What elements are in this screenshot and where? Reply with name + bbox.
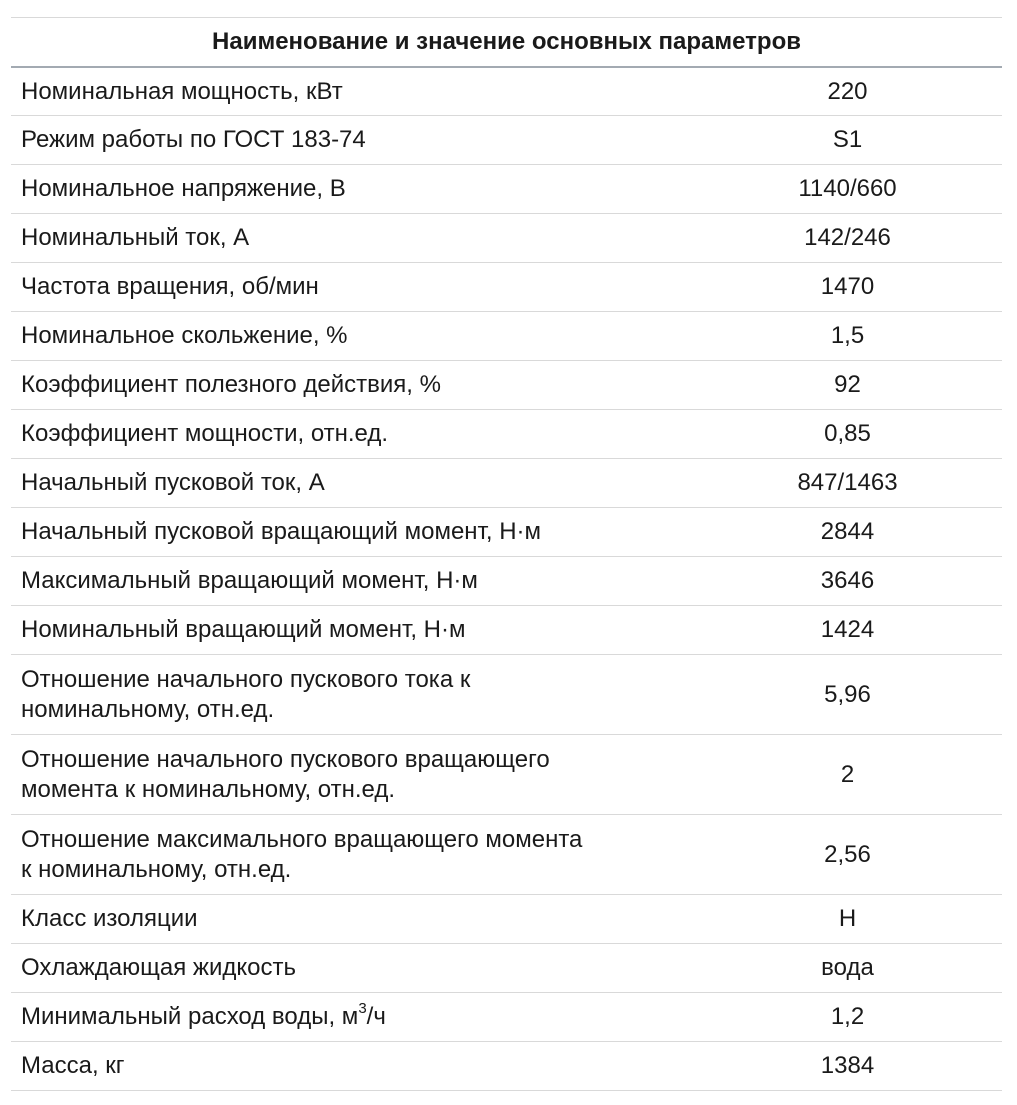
param-value: 5,96 bbox=[693, 655, 1002, 735]
table-row bbox=[11, 655, 1002, 735]
param-name: Класс изоляции bbox=[11, 895, 693, 944]
param-value: H bbox=[693, 895, 1002, 944]
table-row bbox=[11, 993, 1002, 1042]
table-row bbox=[11, 508, 1002, 557]
param-value: 1424 bbox=[693, 606, 1002, 655]
param-name: Частота вращения, об/мин bbox=[11, 263, 693, 312]
param-value: 2,56 bbox=[693, 815, 1002, 895]
table-row bbox=[11, 263, 1002, 312]
table-header-row bbox=[11, 18, 1002, 68]
param-value: 1,2 bbox=[693, 993, 1002, 1042]
param-value: 847/1463 bbox=[693, 459, 1002, 508]
table-row bbox=[11, 116, 1002, 165]
table-row bbox=[11, 165, 1002, 214]
param-name: Режим работы по ГОСТ 183-74 bbox=[11, 116, 693, 165]
parameters-table bbox=[11, 17, 1002, 1091]
param-value: 1470 bbox=[693, 263, 1002, 312]
table-row bbox=[11, 557, 1002, 606]
param-name-line: Отношение начального пускового тока к bbox=[21, 665, 471, 693]
param-name: Охлаждающая жидкость bbox=[11, 944, 693, 993]
table-row bbox=[11, 410, 1002, 459]
param-value: 2844 bbox=[693, 508, 1002, 557]
param-name: Номинальный ток, А bbox=[11, 214, 693, 263]
param-name: Номинальное скольжение, % bbox=[11, 312, 693, 361]
param-name-line: момента к номинальному, отн.ед. bbox=[21, 775, 396, 803]
param-name: Начальный пусковой вращающий момент, Н·м bbox=[11, 508, 693, 557]
param-value: 1,5 bbox=[693, 312, 1002, 361]
param-name: Номинальное напряжение, В bbox=[11, 165, 693, 214]
table-row bbox=[11, 735, 1002, 815]
param-name bbox=[11, 655, 693, 735]
param-value: 92 bbox=[693, 361, 1002, 410]
param-name: Коэффициент мощности, отн.ед. bbox=[11, 410, 693, 459]
table-row bbox=[11, 361, 1002, 410]
param-value: 1384 bbox=[693, 1042, 1002, 1091]
param-name bbox=[11, 993, 693, 1042]
param-name-line: номинальному, отн.ед. bbox=[21, 695, 275, 723]
table-row bbox=[11, 459, 1002, 508]
table-row bbox=[11, 606, 1002, 655]
param-name-suffix: /ч bbox=[366, 1003, 386, 1030]
param-name: Номинальный вращающий момент, Н·м bbox=[11, 606, 693, 655]
param-value: вода bbox=[693, 944, 1002, 993]
param-value: 1140/660 bbox=[693, 165, 1002, 214]
param-value: S1 bbox=[693, 116, 1002, 165]
table-row bbox=[11, 895, 1002, 944]
param-value: 0,85 bbox=[693, 410, 1002, 459]
param-name: Номинальная мощность, кВт bbox=[11, 67, 693, 116]
param-value: 3646 bbox=[693, 557, 1002, 606]
param-value: 2 bbox=[693, 735, 1002, 815]
param-name: Максимальный вращающий момент, Н·м bbox=[11, 557, 693, 606]
table-row bbox=[11, 214, 1002, 263]
param-name bbox=[11, 735, 693, 815]
table-row bbox=[11, 944, 1002, 993]
param-name-text: Минимальный расход воды, м bbox=[21, 1003, 359, 1030]
param-name: Начальный пусковой ток, А bbox=[11, 459, 693, 508]
table-row bbox=[11, 1042, 1002, 1091]
param-name-line: Отношение максимального вращающего момента bbox=[21, 825, 583, 853]
table-row bbox=[11, 67, 1002, 116]
param-name bbox=[11, 815, 693, 895]
table-row bbox=[11, 815, 1002, 895]
param-name-line: к номинальному, отн.ед. bbox=[21, 855, 292, 883]
unit-superscript: 3 bbox=[358, 1000, 367, 1017]
param-name-line: Отношение начального пускового вращающего bbox=[21, 745, 550, 773]
param-name: Масса, кг bbox=[11, 1042, 693, 1091]
param-value: 142/246 bbox=[693, 214, 1002, 263]
param-value: 220 bbox=[693, 67, 1002, 116]
table-row bbox=[11, 312, 1002, 361]
param-name: Коэффициент полезного действия, % bbox=[11, 361, 693, 410]
table-title: Наименование и значение основных параметров bbox=[11, 18, 1002, 68]
